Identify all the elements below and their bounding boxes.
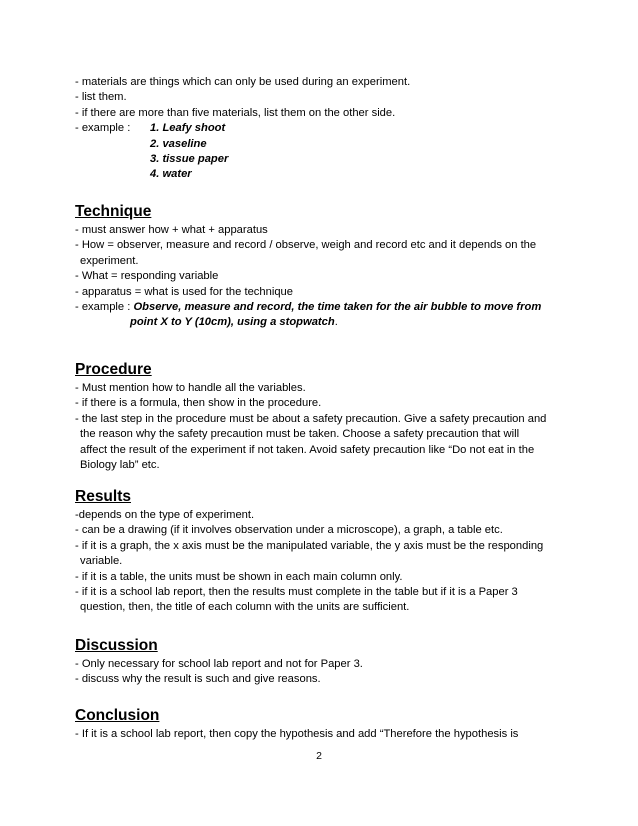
body-line: question, then, the title of each column with the units are sufficient.	[80, 601, 410, 614]
technique-example-cont	[75, 315, 565, 330]
section-heading: Technique	[75, 203, 152, 220]
materials-example	[75, 121, 410, 183]
body-line: Biology lab” etc.	[80, 459, 160, 472]
example-end: .	[334, 316, 338, 329]
body-line: - the last step in the procedure must be about a safety precaution. Give a safety precaution and	[75, 412, 547, 425]
body-line: - How = observer, measure and record / observe, weigh and record etc and it depends on the	[75, 239, 537, 252]
section-heading: Discussion	[75, 637, 158, 654]
example-label: - example :	[75, 122, 131, 135]
body-line: - if it is a graph, the x axis must be the manipulated variable, the y axis must be the responding	[75, 539, 544, 552]
body-line: - must answer how + what + apparatus	[75, 224, 268, 236]
section-heading: Conclusion	[75, 707, 160, 724]
example-text: Observe, measure and record, the time taken for the air bubble to move from	[133, 301, 542, 314]
body-line: - can be a drawing (if it involves observation under a microscope), a graph, a table etc.	[75, 524, 503, 537]
body-line: - What = responding variable	[75, 270, 219, 283]
example-text: point X to Y (10cm), using a stopwatch	[130, 316, 335, 329]
example-list	[150, 121, 228, 183]
example-item: 1. Leafy shoot	[150, 122, 226, 135]
body-line: - if it is a school lab report, then the results must complete in the table but if it is a Paper 3	[75, 586, 518, 599]
body-line: - Must mention how to handle all the variables.	[75, 382, 306, 394]
body-line: - if there is a formula, then show in the procedure.	[75, 397, 322, 410]
materials-line: - if there are more than five materials, list them on the other side.	[75, 106, 396, 119]
body-line: - If it is a school lab report, then copy the hypothesis and add “Therefore the hypothesis is	[75, 728, 519, 740]
materials-line: - list them.	[75, 91, 127, 104]
section-heading: Results	[75, 488, 131, 505]
technique-section	[75, 203, 565, 331]
page-number: 2	[316, 750, 322, 762]
body-line: - if it is a table, the units must be shown in each main column only.	[75, 570, 403, 583]
body-line: - apparatus = what is used for the technique	[75, 285, 293, 298]
conclusion-section	[75, 707, 565, 742]
example-item: 2. vaseline	[150, 137, 207, 150]
results-section	[75, 488, 565, 616]
body-line: - discuss why the result is such and give reasons.	[75, 673, 321, 686]
example-item: 3. tissue paper	[150, 153, 229, 166]
technique-example	[75, 300, 565, 315]
body-line: the reason why the safety precaution must be taken. Choose a safety precaution that will	[80, 428, 520, 441]
body-line: - Only necessary for school lab report and not for Paper 3.	[75, 658, 363, 670]
body-line: experiment.	[80, 254, 139, 267]
materials-line: - materials are things which can only be used during an experiment.	[75, 76, 411, 88]
example-label: - example :	[75, 301, 134, 314]
discussion-section	[75, 637, 565, 688]
procedure-section	[75, 361, 565, 473]
example-item: 4. water	[150, 168, 192, 181]
materials-section	[75, 75, 410, 183]
body-line: variable.	[80, 555, 123, 568]
body-line: affect the result of the experiment if not taken. Avoid safety precaution like “Do not eat in the	[80, 443, 535, 456]
section-heading: Procedure	[75, 361, 152, 378]
body-line: -depends on the type of experiment.	[75, 509, 255, 521]
